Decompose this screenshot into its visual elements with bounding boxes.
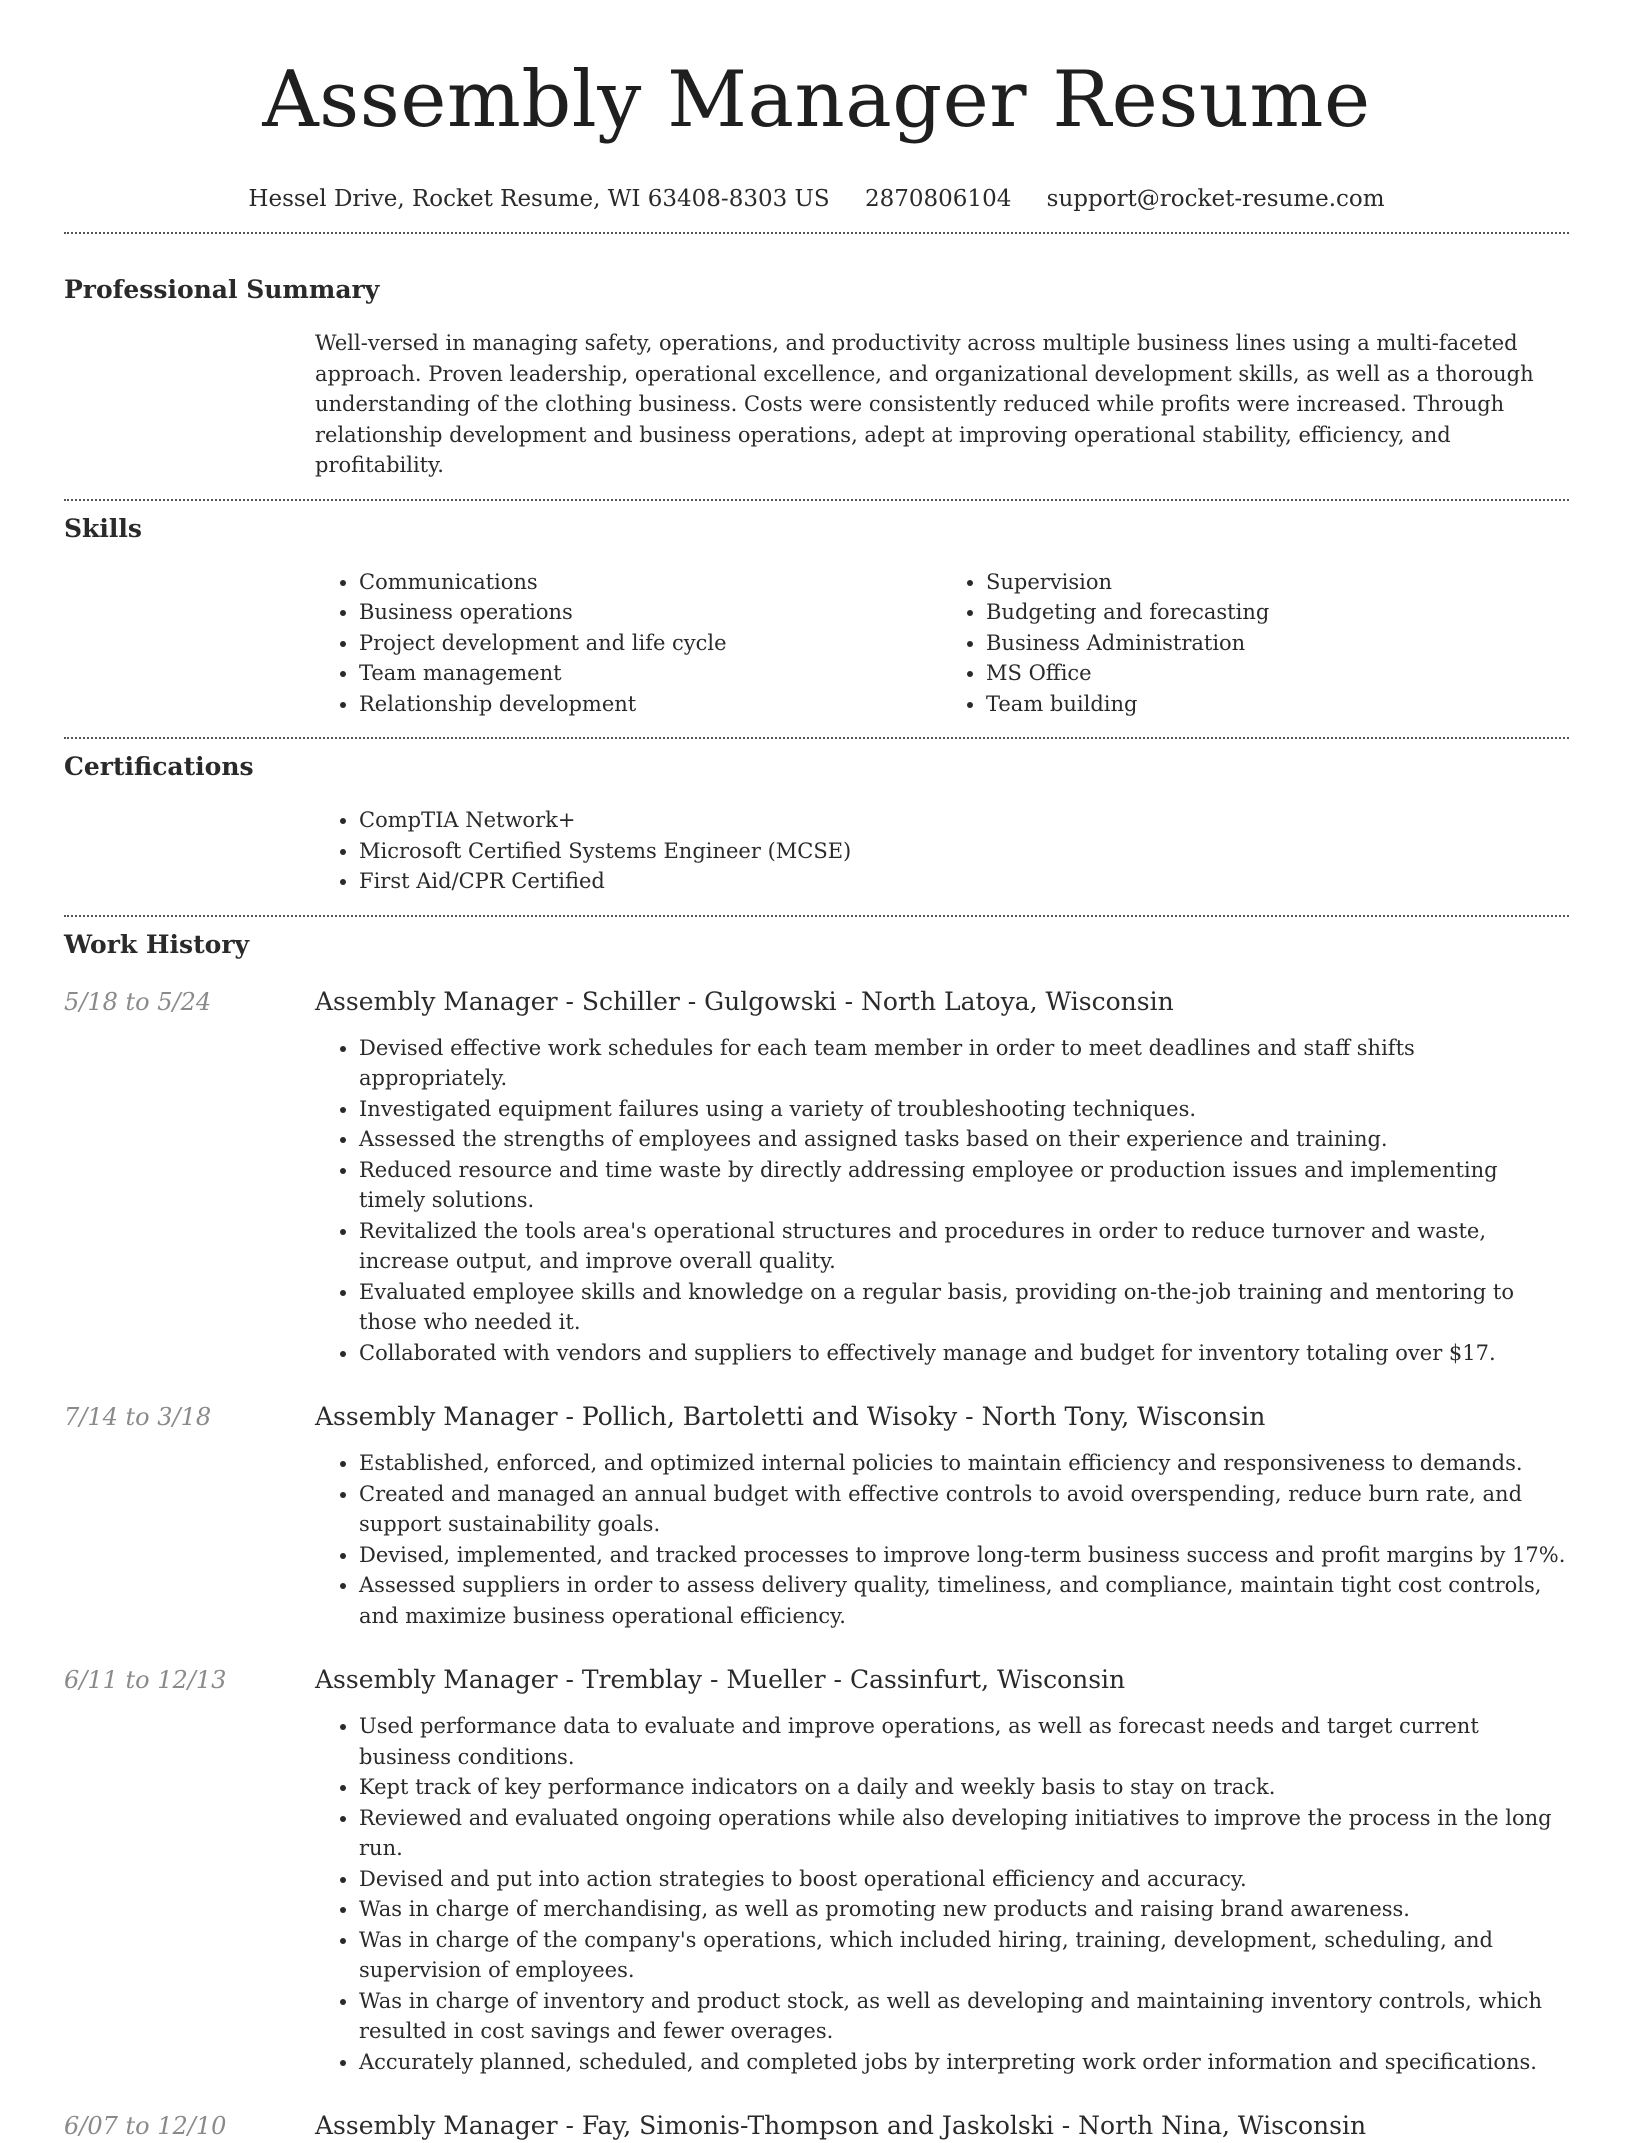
contact-line (64, 184, 1569, 214)
job-entry (64, 1663, 1569, 2077)
duty-item: • Reviewed and evaluated ongoing operations while also developing initiatives to improve the process in the long run. (359, 1803, 1569, 1864)
skill-item: • Business operations (359, 597, 942, 628)
certification-item: • CompTIA Network+ (359, 805, 1569, 836)
summary-text: Well-versed in managing safety, operations, and productivity across multiple business lines using a multi-faceted approach. Proven leadership, operational excellence, and organizational development skills, as well as a thorough understanding of the clothing business. Costs were consistently reduced while profits were increased. Through relationship development and business operations, adept at improving operational stability, efficiency, and profitability. (315, 328, 1569, 481)
duty-item: • Established, enforced, and optimized internal policies to maintain efficiency and responsiveness to demands. (359, 1448, 1569, 1479)
job-duties (315, 1711, 1569, 2077)
certifications-section (64, 739, 1569, 915)
job-header (64, 1663, 1569, 1697)
skill-item: • Team building (986, 689, 1569, 720)
job-duties (315, 1448, 1569, 1631)
job-duties (315, 1033, 1569, 1369)
skill-item: • Project development and life cycle (359, 628, 942, 659)
contact-address: Hessel Drive, Rocket Resume, WI 63408-8303 US (248, 186, 829, 212)
duty-item: • Revitalized the tools area's operational structures and procedures in order to reduce turnover and waste, increase output, and improve overall quality. (359, 1216, 1569, 1277)
skills-section (64, 501, 1569, 738)
duty-item: • Was in charge of inventory and product stock, as well as developing and maintaining inventory controls, which resulted in cost savings and fewer overages. (359, 1986, 1569, 2047)
job-header (64, 1400, 1569, 1434)
certifications-heading: Certifications (64, 751, 1569, 783)
job-entry (64, 1400, 1569, 1631)
certification-item: • Microsoft Certified Systems Engineer (MCSE) (359, 836, 1569, 867)
summary-heading: Professional Summary (64, 274, 1569, 306)
skill-item: • Communications (359, 567, 942, 598)
duty-item: • Devised effective work schedules for each team member in order to meet deadlines and staff shifts appropriately. (359, 1033, 1569, 1094)
duty-item: • Collaborated with vendors and suppliers to effectively manage and budget for inventory totaling over $17. (359, 1338, 1569, 1369)
duty-item: • Assessed the strengths of employees and assigned tasks based on their experience and training. (359, 1124, 1569, 1155)
job-dates: 7/14 to 3/18 (64, 1400, 315, 1434)
skills-column-left (315, 567, 942, 720)
duty-item: • Reduced resource and time waste by directly addressing employee or production issues and implementing timely solutions. (359, 1155, 1569, 1216)
certifications-list (315, 805, 1569, 897)
job-header (64, 2109, 1569, 2143)
job-entry (64, 2109, 1569, 2143)
page-title: Assembly Manager Resume (64, 0, 1569, 150)
skills-heading: Skills (64, 513, 1569, 545)
skills-column-right (942, 567, 1569, 720)
duty-item: • Was in charge of merchandising, as well as promoting new products and raising brand awareness. (359, 1894, 1569, 1925)
job-title: Assembly Manager - Fay, Simonis-Thompson and Jaskolski - North Nina, Wisconsin (315, 2109, 1366, 2143)
duty-item: • Kept track of key performance indicators on a daily and weekly basis to stay on track. (359, 1772, 1569, 1803)
skill-item: • Business Administration (986, 628, 1569, 659)
job-dates: 6/11 to 12/13 (64, 1663, 315, 1697)
duty-item: • Used performance data to evaluate and improve operations, as well as forecast needs and target current business conditions. (359, 1711, 1569, 1772)
work-history-heading: Work History (64, 929, 1569, 961)
skill-item: • Team management (359, 658, 942, 689)
contact-email: support@rocket-resume.com (1047, 186, 1385, 212)
duty-item: • Accurately planned, scheduled, and completed jobs by interpreting work order information and specifications. (359, 2047, 1569, 2078)
duty-item: • Created and managed an annual budget with effective controls to avoid overspending, reduce burn rate, and support sustainability goals. (359, 1479, 1569, 1540)
summary-section (64, 234, 1569, 499)
skill-item: • Budgeting and forecasting (986, 597, 1569, 628)
duty-item: • Devised and put into action strategies to boost operational efficiency and accuracy. (359, 1864, 1569, 1895)
skill-item: • MS Office (986, 658, 1569, 689)
job-dates: 6/07 to 12/10 (64, 2109, 315, 2143)
resume-page (64, 0, 1569, 2143)
job-entry (64, 985, 1569, 1369)
duty-item: • Devised, implemented, and tracked processes to improve long-term business success and profit margins by 17%. (359, 1540, 1569, 1571)
work-history-section (64, 917, 1569, 2143)
skill-item: • Supervision (986, 567, 1569, 598)
job-title: Assembly Manager - Tremblay - Mueller - Cassinfurt, Wisconsin (315, 1663, 1125, 1697)
job-header (64, 985, 1569, 1019)
contact-phone: 2870806104 (865, 186, 1011, 212)
duty-item: • Was in charge of the company's operations, which included hiring, training, development, scheduling, and supervision of employees. (359, 1925, 1569, 1986)
duty-item: • Investigated equipment failures using a variety of troubleshooting techniques. (359, 1094, 1569, 1125)
job-title: Assembly Manager - Pollich, Bartoletti and Wisoky - North Tony, Wisconsin (315, 1400, 1265, 1434)
skill-item: • Relationship development (359, 689, 942, 720)
skills-list (315, 567, 1569, 720)
duty-item: • Evaluated employee skills and knowledge on a regular basis, providing on-the-job training and mentoring to those who needed it. (359, 1277, 1569, 1338)
job-title: Assembly Manager - Schiller - Gulgowski - North Latoya, Wisconsin (315, 985, 1174, 1019)
duty-item: • Assessed suppliers in order to assess delivery quality, timeliness, and compliance, maintain tight cost controls, and maximize business operational efficiency. (359, 1570, 1569, 1631)
certification-item: • First Aid/CPR Certified (359, 866, 1569, 897)
job-dates: 5/18 to 5/24 (64, 985, 315, 1019)
